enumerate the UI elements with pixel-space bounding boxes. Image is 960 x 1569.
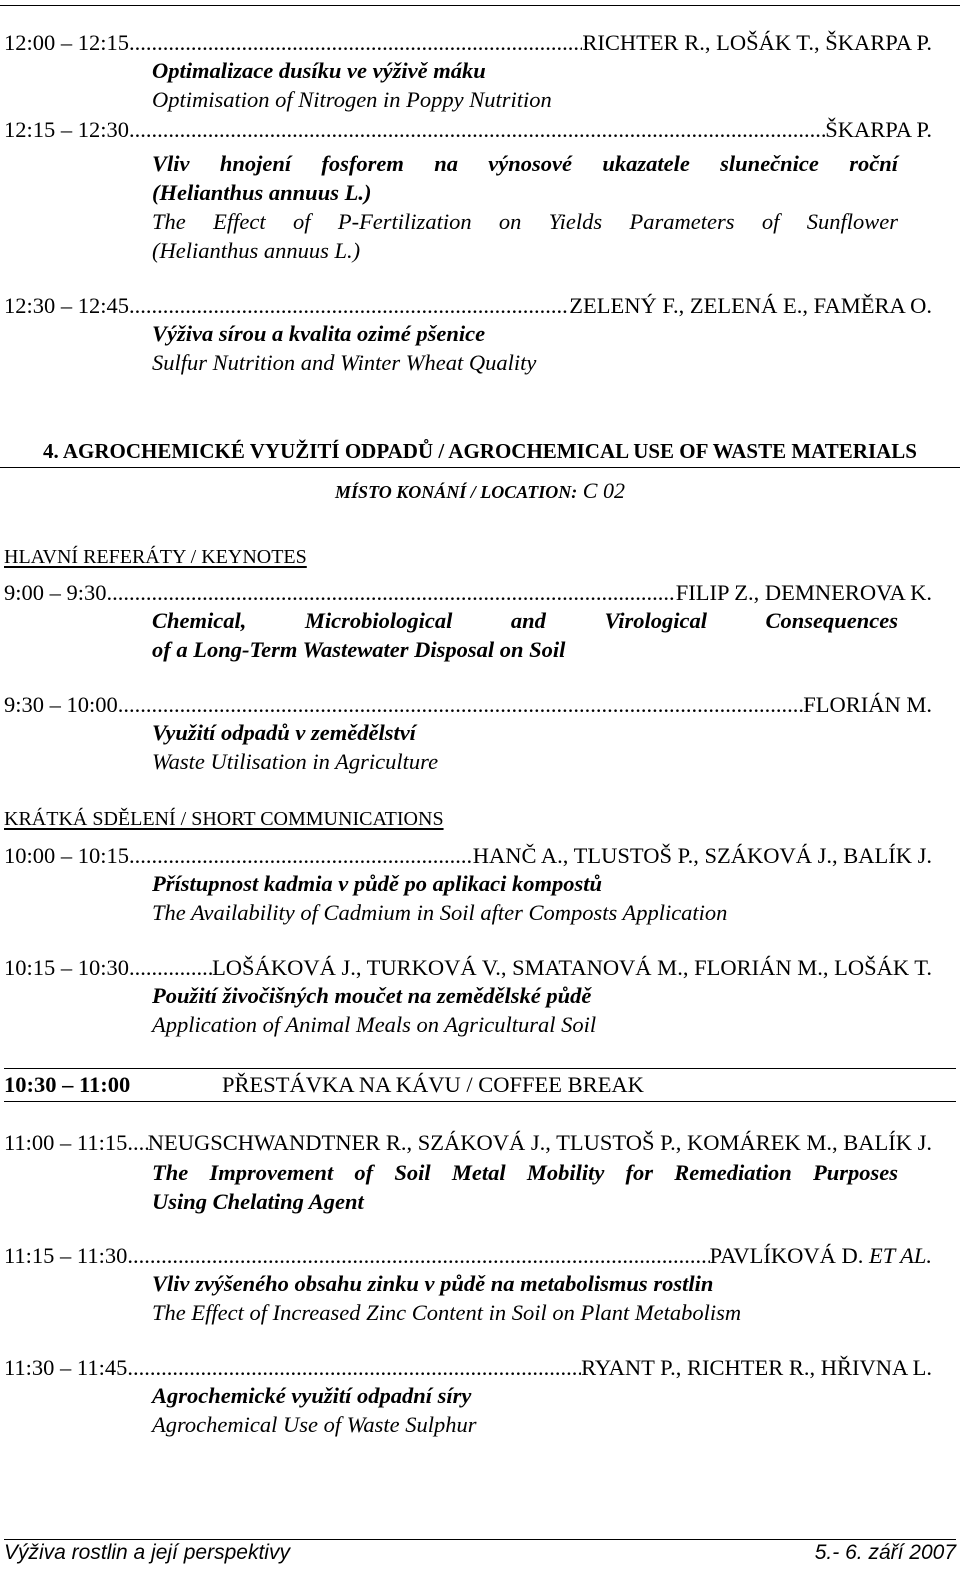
entry-authors: PAVLÍKOVÁ D. xyxy=(709,1243,864,1268)
entry-title-en: The Effect of P-Fertilization on Yields Parameters of Sunflower xyxy=(152,209,898,234)
entry-title-cz: Vliv hnojení fosforem na výnosové ukazatele slunečnice roční xyxy=(152,151,898,176)
entry-title-cz-cont: (Helianthus annuus L.) xyxy=(152,180,372,205)
program-entry-time-row xyxy=(4,843,932,869)
entry-authors: FILIP Z., DEMNEROVA K. xyxy=(675,580,932,605)
entry-title: Chemical, Microbiological and Virological Consequences xyxy=(152,608,898,633)
section-heading: 4. AGROCHEMICKÉ VYUŽITÍ ODPADŮ / AGROCHEMICAL USE OF WASTE MATERIALS xyxy=(0,438,960,468)
entry-time: 12:00 – 12:15 xyxy=(4,30,130,55)
entry-authors: LOŠÁKOVÁ J., TURKOVÁ V., SMATANOVÁ M., FLORIÁN M., LOŠÁK T. xyxy=(212,955,932,980)
entry-time: 12:30 – 12:45 xyxy=(4,293,130,318)
short-communications-heading: KRÁTKÁ SDĚLENÍ / SHORT COMMUNICATIONS xyxy=(4,808,444,830)
location-line xyxy=(0,478,960,504)
program-entry-time-row xyxy=(4,955,932,981)
entry-title-cz: Použití živočišných moučet na zemědělské půdě xyxy=(152,983,592,1008)
entry-title-cz: Agrochemické využití odpadní síry xyxy=(152,1383,472,1408)
leader-dots xyxy=(129,30,582,56)
program-entry-time-row xyxy=(4,117,932,143)
leader-dots xyxy=(127,1355,581,1381)
entry-title-en: Agrochemical Use of Waste Sulphur xyxy=(152,1412,477,1437)
entry-time: 10:15 – 10:30 xyxy=(4,955,130,980)
entry-title: The Improvement of Soil Metal Mobility for Remediation Purposes xyxy=(152,1160,898,1185)
location-label: MÍSTO KONÁNÍ / LOCATION: xyxy=(335,482,578,502)
entry-title-cz: Optimalizace dusíku ve výživě máku xyxy=(152,58,486,83)
entry-authors: RYANT P., RICHTER R., HŘIVNA L. xyxy=(581,1355,932,1380)
program-entry-time-row xyxy=(4,1130,932,1156)
entry-authors: NEUGSCHWANDTNER R., SZÁKOVÁ J., TLUSTOŠ P., KOMÁREK M., BALÍK J. xyxy=(147,1130,932,1155)
break-label: PŘESTÁVKA NA KÁVU / COFFEE BREAK xyxy=(222,1072,644,1097)
entry-title-cz: Přístupnost kadmia v půdě po aplikaci kompostů xyxy=(152,871,603,896)
entry-authors: ZELENÝ F., ZELENÁ E., FAMĚRA O. xyxy=(569,293,932,318)
break-time: 10:30 – 11:00 xyxy=(4,1072,131,1097)
entry-title-en: The Availability of Cadmium in Soil after Composts Application xyxy=(152,900,728,925)
entry-authors: RICHTER R., LOŠÁK T., ŠKARPA P. xyxy=(582,30,932,55)
entry-title-cont: of a Long-Term Wastewater Disposal on Soil xyxy=(152,637,566,662)
entry-title-en: Application of Animal Meals on Agricultural Soil xyxy=(152,1012,597,1037)
footer-rule xyxy=(4,1539,956,1540)
program-entry-time-row xyxy=(4,293,932,319)
entry-time: 10:00 – 10:15 xyxy=(4,843,130,868)
entry-time: 12:15 – 12:30 xyxy=(4,117,130,142)
leader-dots xyxy=(129,293,569,319)
program-entry-time-row xyxy=(4,1355,932,1381)
entry-title-cz: Výživa sírou a kvalita ozimé pšenice xyxy=(152,321,486,346)
leader-dots xyxy=(129,117,825,143)
coffee-break-row xyxy=(4,1068,956,1102)
location-value: C 02 xyxy=(582,478,625,503)
program-entry-time-row xyxy=(4,580,932,606)
program-entry-time-row xyxy=(4,692,932,718)
program-entry-time-row xyxy=(4,1243,932,1269)
entry-title-cz: Využití odpadů v zemědělství xyxy=(152,720,416,745)
footer-title: Výživa rostlin a její perspektivy xyxy=(4,1541,290,1564)
footer-date: 5.- 6. září 2007 xyxy=(814,1541,956,1564)
leader-dots xyxy=(129,955,212,981)
entry-time: 11:00 – 11:15 xyxy=(4,1130,128,1155)
program-entry-time-row xyxy=(4,30,932,56)
entry-title-cz: Vliv zvýšeného obsahu zinku v půdě na metabolismus rostlin xyxy=(152,1271,714,1296)
entry-title-cont: Using Chelating Agent xyxy=(152,1189,364,1214)
entry-title-en: Waste Utilisation in Agriculture xyxy=(152,749,439,774)
entry-title-en: The Effect of Increased Zinc Content in Soil on Plant Metabolism xyxy=(152,1300,742,1325)
leader-dots xyxy=(129,843,473,869)
entry-time: 11:30 – 11:45 xyxy=(4,1355,128,1380)
top-rule xyxy=(0,5,960,6)
leader-dots xyxy=(127,1130,147,1156)
leader-dots xyxy=(118,692,803,718)
leader-dots xyxy=(107,580,676,606)
leader-dots xyxy=(127,1243,709,1269)
keynotes-heading: HLAVNÍ REFERÁTY / KEYNOTES xyxy=(4,546,307,568)
entry-time: 11:15 – 11:30 xyxy=(4,1243,128,1268)
entry-authors: ŠKARPA P. xyxy=(825,117,932,142)
entry-title-en-cont: (Helianthus annuus L.) xyxy=(152,238,361,263)
entry-authors-suffix: ET AL. xyxy=(869,1243,932,1268)
entry-time: 9:00 – 9:30 xyxy=(4,580,107,605)
entry-authors: FLORIÁN M. xyxy=(803,692,932,717)
entry-title-en: Sulfur Nutrition and Winter Wheat Quality xyxy=(152,350,537,375)
entry-authors: HANČ A., TLUSTOŠ P., SZÁKOVÁ J., BALÍK J. xyxy=(472,843,932,868)
entry-title-en: Optimisation of Nitrogen in Poppy Nutrition xyxy=(152,87,552,112)
page-footer xyxy=(4,1541,956,1565)
entry-time: 9:30 – 10:00 xyxy=(4,692,118,717)
